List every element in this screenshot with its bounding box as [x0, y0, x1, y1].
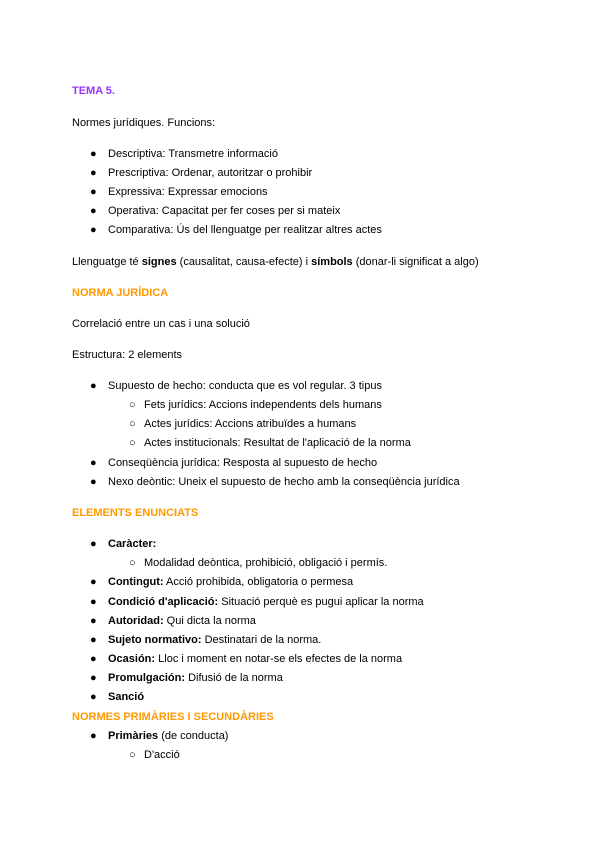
- list-item: Comparativa: Ús del llenguatge per realitzar altres actes: [108, 224, 382, 236]
- sub-list-item: Modalidad deòntica, prohibició, obligació i permís.: [144, 557, 388, 569]
- list-item: Promulgación: Difusió de la norma: [108, 672, 283, 684]
- language-text: Llenguatge té: [72, 256, 142, 268]
- sub-bullet-icon: ○: [129, 418, 136, 430]
- list-item: Prescriptiva: Ordenar, autoritzar o prohibir: [108, 167, 313, 179]
- language-text: (donar-li significat a algo): [352, 256, 479, 268]
- language-bold-simbols: símbols: [311, 256, 353, 268]
- sub-bullet-icon: ○: [129, 437, 136, 449]
- norma-definition: Correlació entre un cas i una solució: [72, 318, 250, 330]
- list-item: Sanció: [108, 691, 145, 703]
- list-item: Autoridad: Qui dicta la norma: [108, 615, 256, 627]
- list-item: Condició d'aplicació: Situació perquè es pugui aplicar la norma: [108, 596, 424, 608]
- bullet-icon: ●: [90, 224, 97, 236]
- sub-list-item: Actes jurídics: Accions atribuïdes a humans: [144, 418, 357, 430]
- bullet-icon: ●: [90, 538, 97, 550]
- sub-list-item: Actes institucionals: Resultat de l'aplicació de la norma: [144, 437, 411, 449]
- bullet-icon: ●: [90, 205, 97, 217]
- language-bold-signes: signes: [141, 256, 177, 268]
- sub-bullet-icon: ○: [129, 399, 136, 411]
- language-text: (causalitat, causa-efecte) i: [176, 256, 312, 268]
- bullet-icon: ●: [90, 148, 97, 160]
- sub-list-item: Fets jurídics: Accions independents dels humans: [144, 399, 382, 411]
- bullet-icon: ●: [90, 167, 97, 179]
- list-item: Primàries (de conducta): [108, 730, 229, 742]
- list-item: Supuesto de hecho: conducta que es vol regular. 3 tipus: [108, 380, 382, 392]
- bullet-icon: ●: [90, 457, 97, 469]
- bullet-icon: ●: [90, 691, 97, 703]
- page-title: TEMA 5.: [72, 85, 115, 97]
- bullet-icon: ●: [90, 730, 97, 742]
- bullet-icon: ●: [90, 653, 97, 665]
- list-item: Operativa: Capacitat per fer coses per si mateix: [108, 205, 341, 217]
- bullet-icon: ●: [90, 186, 97, 198]
- sub-bullet-icon: ○: [129, 557, 136, 569]
- bullet-icon: ●: [90, 615, 97, 627]
- list-item: Conseqüència jurídica: Resposta al supuesto de hecho: [108, 457, 378, 469]
- bullet-icon: ●: [90, 634, 97, 646]
- list-item: Nexo deòntic: Uneix el supuesto de hecho amb la conseqüència jurídica: [108, 476, 460, 488]
- bullet-icon: ●: [90, 476, 97, 488]
- bullet-icon: ●: [90, 576, 97, 588]
- bullet-icon: ●: [90, 380, 97, 392]
- list-item: Sujeto normativo: Destinatari de la norma.: [108, 634, 322, 646]
- language-paragraph: [72, 255, 479, 269]
- section-heading-norma: NORMA JURÍDICA: [72, 287, 169, 299]
- list-item: Contingut: Acció prohibida, obligatoria o permesa: [108, 576, 354, 588]
- norma-structure: Estructura: 2 elements: [72, 349, 183, 361]
- list-item: Expressiva: Expressar emocions: [108, 186, 268, 198]
- section-heading-primaries: NORMES PRIMÀRIES I SECUNDÀRIES: [72, 711, 274, 723]
- section-heading-elements: ELEMENTS ENUNCIATS: [72, 507, 199, 519]
- bullet-icon: ●: [90, 596, 97, 608]
- list-item: Ocasión: Lloc i moment en notar-se els efectes de la norma: [108, 653, 403, 665]
- sub-bullet-icon: ○: [129, 749, 136, 761]
- list-item: Caràcter:: [108, 538, 157, 550]
- sub-list-item: D'acció: [144, 749, 180, 761]
- intro-text: Normes jurídiques. Funcions:: [72, 117, 216, 129]
- bullet-icon: ●: [90, 672, 97, 684]
- list-item: Descriptiva: Transmetre informació: [108, 148, 278, 160]
